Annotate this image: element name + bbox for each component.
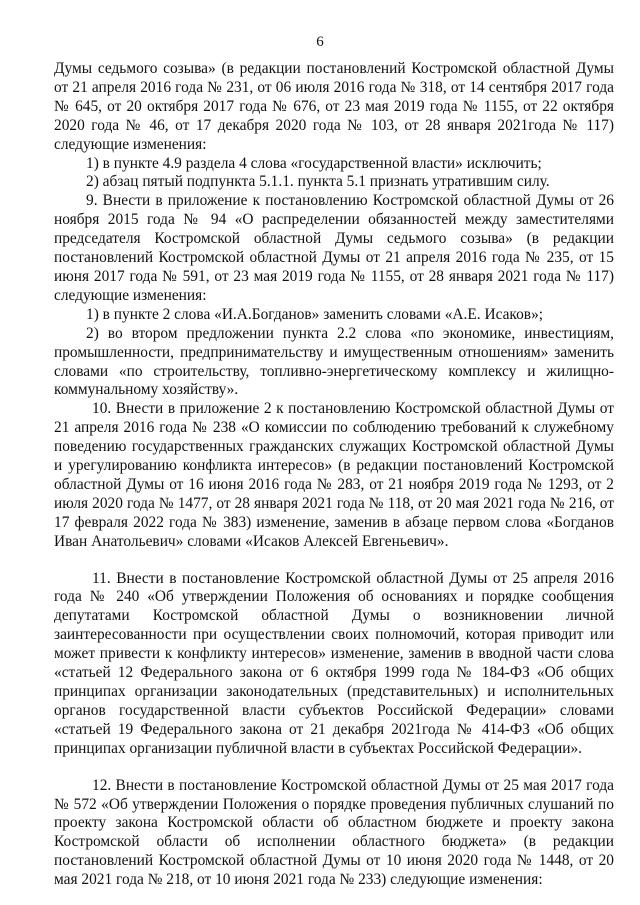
paragraph-item-2: 2) абзац пятый подпункта 5.1.1. пункта 5.1 признать утратившим силу. — [86, 173, 550, 191]
paragraph-point-11: 11. Внести в постановление Костромской областной Думы от 25 апреля 2016 года № 240 «Об утверждении Положения об основаниях и порядке сообщения депутатами Костромской областной Думы о возникновении личной заинтересованности при осуществлении своих полномочий, которая приводит или может привести к конфликту интересов» изменение, заменив в вводной части слова «статьей 12 Федерального закона от 6 октября 1999 года № 184-ФЗ «Об общих принципах организации законодательных (представительных) и исполнительных органов государственной власти субъектов Российской Федерации» словами «статьей 19 Федерального закона от 21 декабря 2021года № 414-ФЗ «Об общих принципах организации публичной власти в субъектах Российской Федерации». — [54, 569, 614, 757]
paragraph-point-10: 10. Внести в приложение 2 к постановлению Костромской областной Думы от 21 апреля 2016 года № 238 «О комиссии по соблюдению требований к служебному поведению государственных гражданских служащих Костромской областной Думы и урегулированию конфликта интересов» (в редакции постановлений Костромской областной Думы от 16 июня 2016 года № 283, от 21 ноября 2019 года № 1293, от 2 июля 2020 года № 1477, от 28 января 2021 года № 118, от 20 мая 2021 года № 216, от 17 февраля 2022 года № 383) изменение, заменив в абзаце первом слова «Богданов Иван Анатольевич» словами «Исаков Алексей Евгеньевич». — [54, 400, 614, 550]
paragraph-item-1: 1) в пункте 4.9 раздела 4 слова «государственной власти» исключить; — [86, 154, 542, 172]
paragraph-continuation: Думы седьмого созыва» (в редакции постановлений Костромской областной Думы от 21 апреля 2016 года № 231, от 06 июля 2016 года № 318, от 14 сентября 2017 года № 645, от 20 октября 2017 года № 676, от 23 мая 2019 года № 1155, от 22 октября 2020 года № 46, от 17 декабря 2020 года № 103, от 28 января 2021года № 117) следующие изменения: — [54, 60, 614, 153]
paragraph-point-12: 12. Внести в постановление Костромской областной Думы от 25 мая 2017 года № 572 «Об утверждении Положения о порядке проведения публичных слушаний по проекту закона Костромской области об областном бюджете и проекту закона Костромской области об исполнении областного бюджета» (в редакции постановлений Костромской областной Думы от 10 июня 2020 года № 1448, от 20 мая 2021 года № 218, от 10 июня 2021 года № 233) следующие изменения: — [54, 776, 614, 889]
paragraph-point-9-item-1: 1) в пункте 2 слова «И.А.Богданов» заменить словами «А.Е. Исаков»; — [86, 305, 544, 323]
page-number: 6 — [316, 34, 324, 50]
paragraph-point-9-item-2: 2) во втором предложении пункта 2.2 слова «по экономике, инвестициям, промышленности, предпринимательству и имущественным отношениям» заменить словами «по строительству, топливно-энергетическому комплексу и жилищно-коммунальному хозяйству». — [54, 324, 614, 399]
paragraph-point-9: 9. Внести в приложение к постановлению Костромской областной Думы от 26 ноября 2015 года № 94 «О распределении обязанностей между заместителями председателя Костромской областной Думы седьмого созыва» (в редакции постановлений Костромской областной Думы от 21 апреля 2016 года № 235, от 15 июня 2017 года № 591, от 23 мая 2019 года № 1155, от 28 января 2021 года № 117) следующие изменения: — [54, 192, 614, 304]
document-body — [54, 60, 614, 890]
